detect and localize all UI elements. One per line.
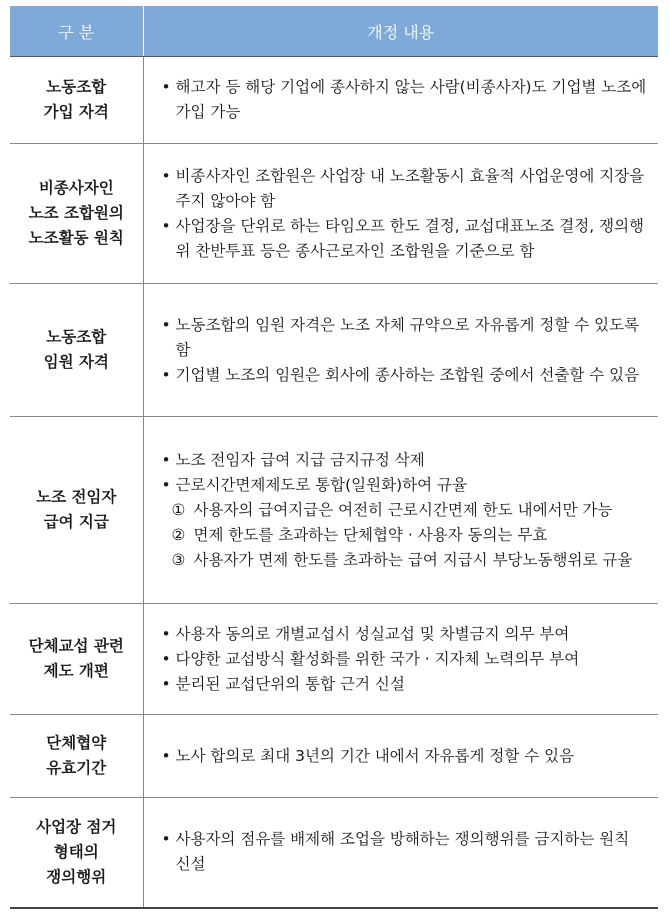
row-content — [143, 604, 658, 715]
table-row — [10, 715, 658, 798]
list-item — [162, 363, 649, 388]
sub-item-text: 사용자의 급여지급은 여전히 근로시간면제 한도 내에서만 가능 — [193, 500, 613, 519]
row-content — [143, 284, 658, 417]
row-content — [143, 57, 658, 144]
table-row — [10, 798, 658, 908]
sub-item — [162, 548, 649, 573]
header-content: 개정 내용 — [143, 6, 658, 57]
bullet-icon: • — [161, 365, 171, 384]
bullet-icon: • — [161, 830, 171, 849]
list-item — [162, 744, 649, 769]
row-content — [143, 715, 658, 798]
list-item — [162, 164, 649, 214]
bullet-icon: • — [161, 674, 171, 693]
row-category: 노동조합 가입 자격 — [10, 57, 143, 144]
bullet-icon: • — [161, 166, 171, 185]
row-content — [143, 798, 658, 908]
revision-table — [10, 6, 658, 909]
bullet-icon: • — [161, 624, 171, 643]
sub-item-number: ② — [171, 525, 186, 544]
list-item — [162, 672, 649, 697]
row-category: 노동조합 임원 자격 — [10, 284, 143, 417]
item-text: 기업별 노조의 임원은 회사에 종사하는 조합원 중에서 선출할 수 있음 — [175, 365, 640, 384]
row-category: 단체교섭 관련 제도 개편 — [10, 604, 143, 715]
table-row — [10, 417, 658, 604]
sub-item — [162, 523, 649, 548]
bullet-icon: • — [161, 450, 171, 469]
item-text: 근로시간면제제도로 통합(일원화)하여 규율 — [175, 475, 467, 494]
item-text: 분리된 교섭단위의 통합 근거 신설 — [175, 674, 405, 693]
bullet-icon: • — [161, 78, 171, 96]
bullet-icon: • — [161, 746, 171, 765]
item-text: 다양한 교섭방식 활성화를 위한 국가 · 지자체 노력의무 부여 — [175, 649, 580, 668]
item-text: 사용자의 점유를 배제해 조업을 방해하는 쟁의행위를 금지하는 원칙 신설 — [175, 830, 630, 874]
row-content — [143, 417, 658, 604]
list-item — [162, 622, 649, 647]
table-row — [10, 57, 658, 144]
sub-item-text: 면제 한도를 초과하는 단체협약 · 사용자 동의는 무효 — [193, 525, 548, 544]
item-text: 해고자 등 해당 기업에 종사하지 않는 사람(비종사자)도 기업별 노조에 가입 가능 — [175, 78, 647, 121]
list-item — [162, 214, 649, 264]
sub-item — [162, 498, 649, 523]
table-header-row — [10, 6, 658, 57]
bullet-icon: • — [161, 649, 171, 668]
table-row — [10, 144, 658, 284]
row-category: 사업장 점거 형태의 쟁의행위 — [10, 798, 143, 908]
list-item — [162, 827, 649, 877]
sub-item-number: ③ — [171, 550, 186, 569]
row-content — [143, 144, 658, 284]
list-item — [162, 313, 649, 363]
item-text: 비종사자인 조합원은 사업장 내 노조활동시 효율적 사업운영에 지장을 주지 않아야 함 — [175, 166, 645, 210]
item-text: 사업장을 단위로 하는 타임오프 한도 결정, 교섭대표노조 결정, 쟁의행위 찬반투표 등은 종사근로자인 조합원을 기준으로 함 — [175, 216, 645, 260]
list-item — [162, 75, 649, 125]
list-item — [162, 647, 649, 672]
row-category: 비종사자인 노조 조합원의 노조활동 원칙 — [10, 144, 143, 284]
list-item — [162, 473, 649, 498]
sub-item-text: 사용자가 면제 한도를 초과하는 급여 지급시 부당노동행위로 규율 — [193, 550, 633, 569]
item-text: 노조 전임자 급여 지급 금지규정 삭제 — [175, 450, 425, 469]
bullet-icon: • — [161, 475, 171, 494]
header-category: 구 분 — [10, 6, 143, 57]
table-row — [10, 284, 658, 417]
list-item — [162, 448, 649, 473]
item-text: 노사 합의로 최대 3년의 기간 내에서 자유롭게 정할 수 있음 — [175, 746, 575, 765]
sub-item-number: ① — [171, 500, 186, 519]
item-text: 사용자 동의로 개별교섭시 성실교섭 및 차별금지 의무 부여 — [175, 624, 570, 643]
row-category: 단체협약 유효기간 — [10, 715, 143, 798]
row-category: 노조 전임자 급여 지급 — [10, 417, 143, 604]
item-text: 노동조합의 임원 자격은 노조 자체 규약으로 자유롭게 정할 수 있도록 함 — [175, 315, 640, 359]
bullet-icon: • — [161, 216, 171, 235]
bullet-icon: • — [161, 315, 171, 334]
table-row — [10, 604, 658, 715]
